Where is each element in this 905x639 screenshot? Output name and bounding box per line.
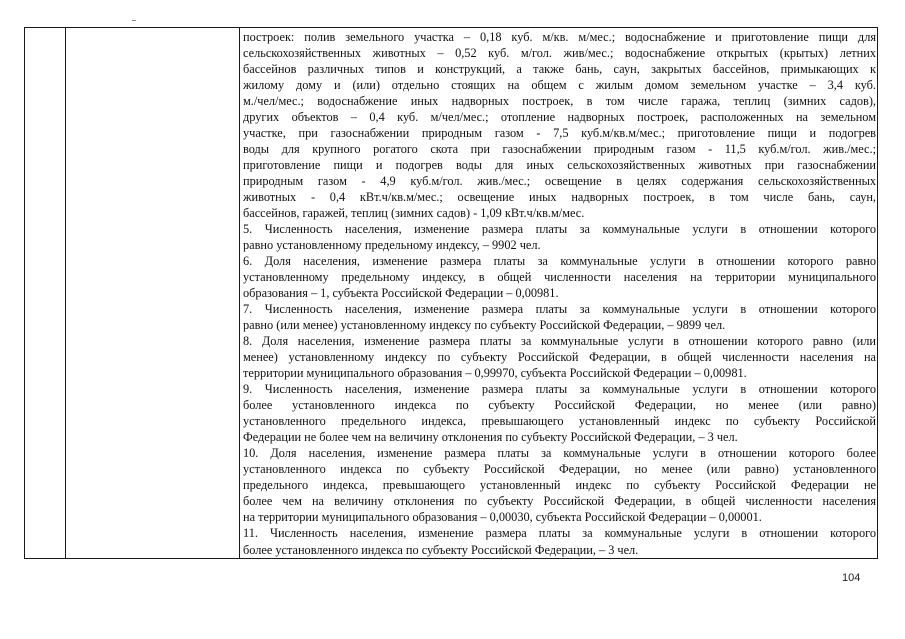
text-line: приготовление пищи и подогрев воды для иных сельскохозяйственных животных при газоснабжении xyxy=(243,158,876,173)
text-line: установленному предельному индексу, в общей численности населения на территории муниципального xyxy=(243,270,876,285)
text-line: более установленного индекса по субъекту Российской Федерации, – 3 чел. xyxy=(243,542,639,557)
table-cell-content xyxy=(243,29,876,558)
text-line: равно установленному предельному индексу, – 9902 чел. xyxy=(243,238,541,253)
text-line: других объектов – 0,4 куб. м/чел/мес.; отопление надворных построек, расположенных на земельном xyxy=(243,110,876,125)
text-line: животных - 0,4 кВт.ч/кв.м/мес.; освещение иных надворных построек, в том числе бань, саун, xyxy=(243,190,876,205)
text-line: 11. Численность населения, изменение размера платы за коммунальные услуги в отношении которого xyxy=(243,526,876,541)
text-line: Федерации не более чем на величину отклонения по субъекту Российской Федерации, – 3 чел. xyxy=(243,430,738,445)
text-line: бассейнов различных типов и конструкций, а также бань, саун, закрытых бассейнов, примыкающих к xyxy=(243,62,876,77)
text-line: 10. Доля населения, изменение размера платы за коммунальные услуги в отношении которого более xyxy=(243,446,876,461)
text-line: установленного предельного индекса, превышающего установленный индекс по субъекту Российской xyxy=(243,414,876,429)
text-line: построек: полив земельного участка – 0,18 куб. м/кв. м/мес.; водоснабжение и приготовление пищи для xyxy=(243,30,876,44)
column-divider-2 xyxy=(239,28,240,558)
document-table xyxy=(24,27,878,559)
text-line: природным газом - 4,9 куб.м/гол. жив./мес.; освещение в целях содержания сельскохозяйственных xyxy=(243,174,876,189)
text-line: 6. Доля населения, изменение размера платы за коммунальные услуги в отношении которого равно xyxy=(243,254,876,269)
text-line: сельскохозяйственных животных – 0,52 куб. м/гол. жив/мес.; водоснабжение открытых (крытых) летних xyxy=(243,46,876,61)
text-line: образования – 1, субъекта Российской Федерации – 0,00981. xyxy=(243,286,559,301)
text-line: на территории муниципального образования – 0,00030, субъекта Российской Федерации – 0,00001. xyxy=(243,510,762,525)
text-line: предельного индекса, превышающего установленный индекс по субъекту Российской Федерации не xyxy=(243,478,876,493)
text-line: более установленного индекса по субъекту Российской Федерации, но менее (или равно) xyxy=(243,398,876,413)
text-line: 9. Численность населения, изменение размера платы за коммунальные услуги в отношении которого xyxy=(243,382,876,397)
text-line: участке, при газоснабжении природным газом - 7,5 куб.м/кв.м/мес.; приготовление пищи и подогрев xyxy=(243,126,876,141)
scan-artifact xyxy=(132,20,136,21)
text-line: более чем на величину отклонения по субъекту Российской Федерации, в общей численности населения xyxy=(243,494,876,509)
text-line: территории муниципального образования – 0,99970, субъекта Российской Федерации – 0,00981. xyxy=(243,366,747,381)
text-line: равно (или менее) установленному индексу по субъекту Российской Федерации, – 9899 чел. xyxy=(243,318,726,333)
text-line: м./чел/мес.; водоснабжение иных надворных построек, в том числе гаража, теплиц (зимних садов), xyxy=(243,94,876,109)
text-line: установленного индекса по субъекту Российской Федерации, но менее (или равно) установленного xyxy=(243,462,876,477)
column-divider-1 xyxy=(65,28,66,558)
text-line: жилому дому и (или) отдельно стоящих на общем с жилым домом земельном участке – 3,4 куб. xyxy=(243,78,876,93)
text-line: 5. Численность населения, изменение размера платы за коммунальные услуги в отношении которого xyxy=(243,222,876,237)
text-line: 8. Доля населения, изменение размера платы за коммунальные услуги в отношении которого равно (или xyxy=(243,334,876,349)
page-number: 104 xyxy=(842,572,861,584)
text-line: менее) установленному индексу по субъекту Российской Федерации, в общей численности населения на xyxy=(243,350,876,365)
text-line: бассейнов, гаражей, теплиц (зимних садов) - 1,09 кВт.ч/кв.м/мес. xyxy=(243,206,585,221)
text-line: 7. Численность населения, изменение размера платы за коммунальные услуги в отношении которого xyxy=(243,302,876,317)
text-line: воды для крупного рогатого скота при газоснабжении природным газом - 11,5 куб.м/гол. жив./мес.; xyxy=(243,142,876,157)
